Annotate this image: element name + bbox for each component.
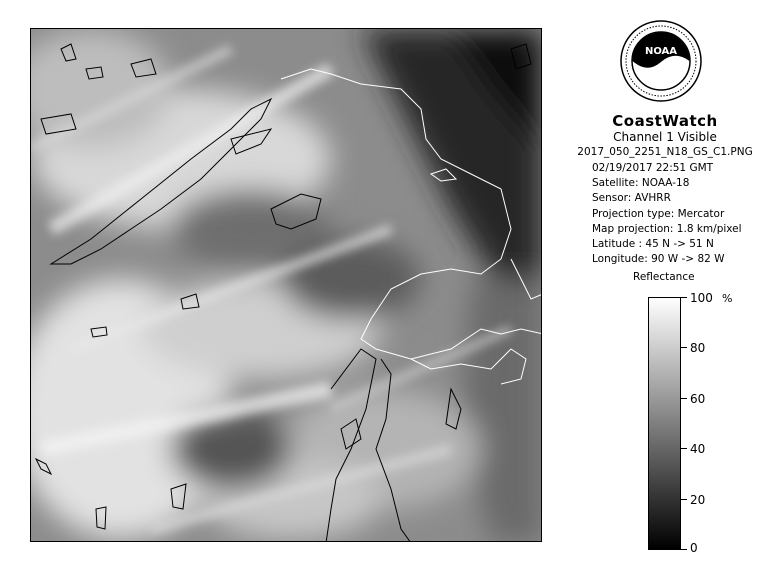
legend-tick-label: 80 bbox=[690, 341, 706, 355]
longitude-range: Longitude: 90 W -> 82 W bbox=[592, 253, 725, 266]
legend-tick bbox=[681, 549, 687, 550]
legend-tick bbox=[681, 347, 687, 348]
legend-tick bbox=[681, 297, 687, 298]
map-svg bbox=[31, 29, 542, 542]
projection-type: Projection type: Mercator bbox=[592, 207, 725, 220]
legend-tick bbox=[681, 398, 687, 399]
map-projection: Map projection: 1.8 km/pixel bbox=[592, 222, 742, 235]
legend-tick bbox=[681, 499, 687, 500]
channel-title: Channel 1 Visible bbox=[613, 130, 717, 144]
legend-tick-label: 60 bbox=[690, 392, 706, 406]
legend-title: Reflectance bbox=[633, 271, 695, 283]
datetime: 02/19/2017 22:51 GMT bbox=[592, 162, 714, 174]
file-name: 2017_050_2251_N18_GS_C1.PNG bbox=[577, 146, 753, 158]
legend-tick-label: 0 bbox=[690, 541, 698, 555]
legend-unit: % bbox=[722, 292, 733, 305]
satellite: Satellite: NOAA-18 bbox=[592, 177, 690, 190]
latitude-range: Latitude : 45 N -> 51 N bbox=[592, 238, 714, 251]
reflectance-colorbar bbox=[648, 297, 681, 550]
noaa-seal-icon bbox=[620, 20, 702, 102]
image-metadata bbox=[592, 161, 742, 267]
noaa-logo-text: NOAA bbox=[644, 46, 678, 57]
sensor: Sensor: AVHRR bbox=[592, 192, 671, 205]
legend-tick-label: 40 bbox=[690, 442, 706, 456]
brand-title: CoastWatch bbox=[612, 112, 718, 130]
legend-tick-label: 20 bbox=[690, 493, 706, 507]
satellite-image bbox=[30, 28, 542, 542]
legend-tick bbox=[681, 448, 687, 449]
legend-tick-label: 100 bbox=[690, 291, 713, 305]
noaa-logo bbox=[620, 20, 702, 102]
